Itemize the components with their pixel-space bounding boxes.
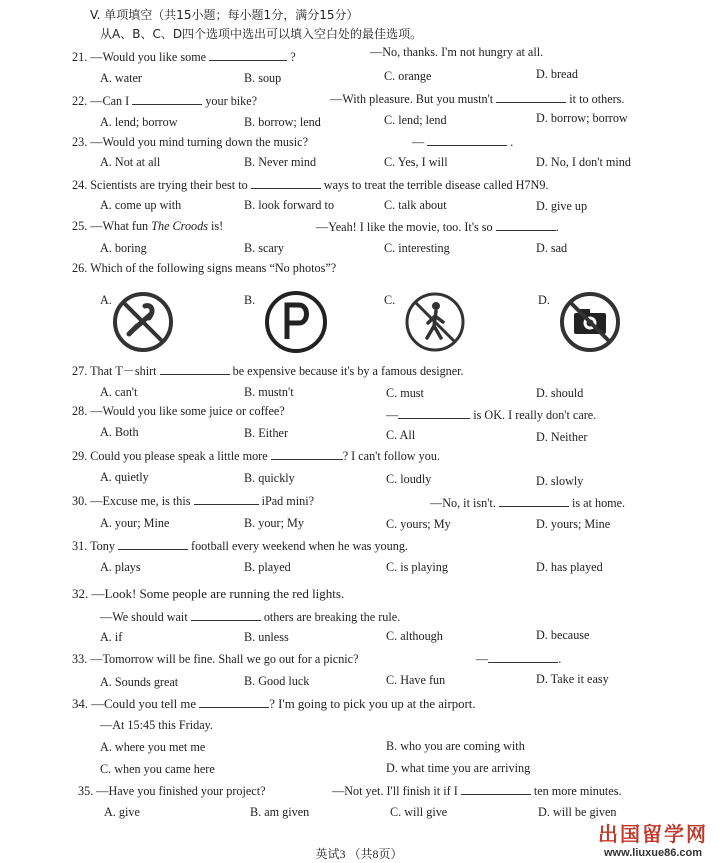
watermark-text: 出国留学网 [598,822,708,846]
option-22a: A. lend; borrow [100,115,178,129]
section-instruction: 从A、B、C、D四个选项中选出可以填入空白处的最佳选项。 [100,27,423,41]
option-24c: C. talk about [384,198,447,212]
option-31a: A. plays [100,560,141,574]
question-35: 35. —Have you finished your project? [78,784,266,798]
option-21d: D. bread [536,67,578,81]
option-26d: D. [538,293,550,307]
option-31d: D. has played [536,560,603,574]
question-30-reply: —No, it isn't. is at home. [430,496,626,510]
page-footer: 英试3 （共8页） [315,847,403,861]
option-26a: A. [100,293,112,307]
option-29b: B. quickly [244,471,295,485]
option-25b: B. scary [244,241,284,255]
option-28b: B. Either [244,426,289,440]
option-34a: A. where you met me [100,740,206,754]
option-23c: C. Yes, I will [384,155,448,169]
option-27d: D. should [536,386,584,400]
option-35b: B. am given [250,805,310,819]
option-32a: A. if [100,630,123,644]
option-28d: D. Neither [536,430,588,444]
option-27b: B. mustn't [244,385,294,399]
option-25a: A. boring [100,241,147,255]
question-30: 30. —Excuse me, is this iPad mini? [72,494,315,508]
question-33: 33. —Tomorrow will be fine. Shall we go out for a picnic? [72,652,359,666]
option-33b: B. Good luck [244,674,310,688]
option-24d: D. give up [536,199,588,213]
option-21c: C. orange [384,69,432,83]
question-35-reply: —Not yet. I'll finish it if I ten more minutes. [332,784,622,798]
question-32-reply: —We should wait others are breaking the rule. [100,610,401,624]
option-21b: B. soup [244,71,282,85]
option-32d: D. because [536,628,590,642]
option-32b: B. unless [244,630,289,644]
option-29d: D. slowly [536,474,584,488]
option-30a: A. your; Mine [100,516,170,530]
option-21a: A. water [100,71,142,85]
option-23b: B. Never mind [244,155,317,169]
question-34: 34. —Could you tell me ? I'm going to pick you up at the airport. [72,697,476,711]
no-smoking-sign [111,290,175,354]
option-26c: C. [384,293,396,307]
question-23-reply: — . [412,135,514,149]
question-22: 22. —Can I your bike? [72,94,258,108]
option-24b: B. look forward to [244,198,335,212]
option-33c: C. Have fun [386,673,446,687]
question-26: 26. Which of the following signs means “No photos”? [72,261,337,275]
option-34b: B. who you are coming with [386,739,525,753]
option-27c: C. must [386,386,424,400]
question-25-reply: —Yeah! I like the movie, too. It's so . [316,220,559,234]
option-25d: D. sad [536,241,568,255]
option-22b: B. borrow; lend [244,115,321,129]
option-24a: A. come up with [100,198,182,212]
option-30c: C. yours; My [386,517,451,531]
option-25c: C. interesting [384,241,450,255]
watermark-url: www.liuxue86.com [603,847,702,859]
question-22-reply: —With pleasure. But you mustn't it to others. [330,92,625,106]
option-28c: C. All [386,428,416,442]
question-34-reply: —At 15:45 this Friday. [100,718,213,732]
option-35c: C. will give [390,805,448,819]
option-26b: B. [244,293,256,307]
option-29a: A. quietly [100,470,149,484]
option-33d: D. Take it easy [536,672,609,686]
no-pedestrians-sign [403,290,467,354]
option-30d: D. yours; Mine [536,517,611,531]
option-34c: C. when you came here [100,762,215,776]
option-35d: D. will be given [538,805,617,819]
option-23d: D. No, I don't mind [536,155,631,169]
option-31c: C. is playing [386,560,448,574]
question-29: 29. Could you please speak a little more ? I can't follow you. [72,449,440,463]
no-camera-sign [558,290,622,354]
option-32c: C. although [386,629,443,643]
question-23: 23. —Would you mind turning down the music? [72,135,308,149]
option-28a: A. Both [100,425,139,439]
option-31b: B. played [244,560,291,574]
option-33a: A. Sounds great [100,675,179,689]
option-23a: A. Not at all [100,155,161,169]
watermark [598,818,708,859]
option-29c: C. loudly [386,472,432,486]
question-21: 21. —Would you like some ? [72,50,296,64]
option-22d: D. borrow; borrow [536,111,628,125]
no-parking-sign [263,289,329,355]
question-33-reply: — . [476,652,562,666]
question-25: 25. —What fun The Croods is! [72,219,224,233]
option-34d: D. what time you are arriving [386,761,531,775]
question-24: 24. Scientists are trying their best to ways to treat the terrible disease called H7N9. [72,178,549,192]
question-28-reply: — is OK. I really don't care. [386,408,597,422]
question-31: 31. Tony football every weekend when he was young. [72,539,408,553]
question-28: 28. —Would you like some juice or coffee? [72,404,285,418]
option-35a: A. give [104,805,140,819]
option-22c: C. lend; lend [384,113,447,127]
option-30b: B. your; My [244,516,304,530]
section-title: V. 单项填空（共15小题；每小题1分，满分15分） [90,8,359,22]
question-27: 27. That T－shirt be expensive because it's by a famous designer. [72,364,464,378]
option-27a: A. can't [100,385,138,399]
question-21-reply: —No, thanks. I'm not hungry at all. [370,45,544,59]
question-32: 32. —Look! Some people are running the red lights. [72,586,345,601]
